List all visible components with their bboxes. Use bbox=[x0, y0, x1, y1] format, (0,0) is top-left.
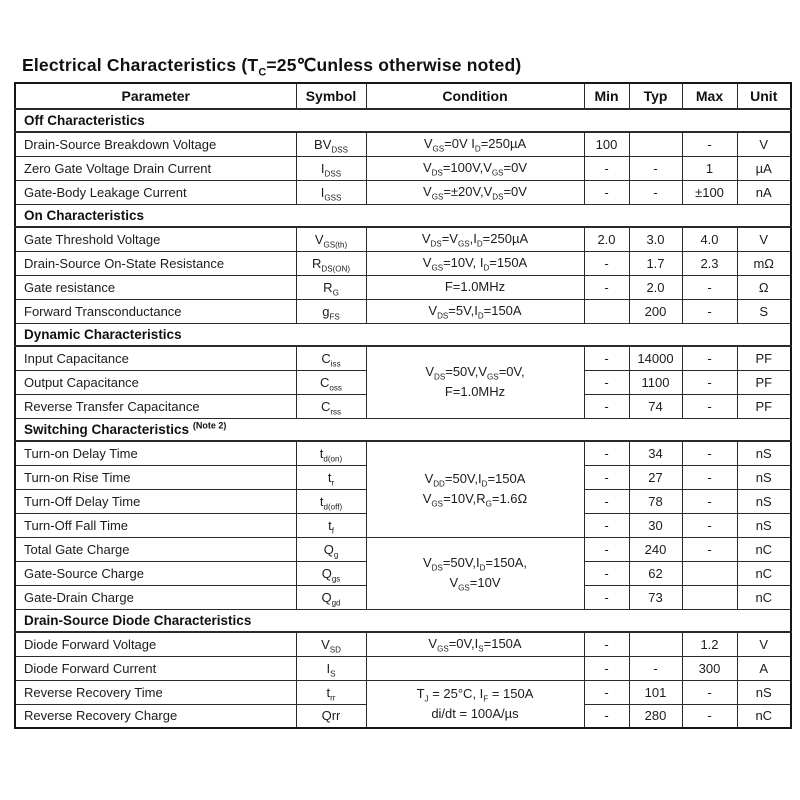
table-row bbox=[15, 680, 791, 704]
max-cell bbox=[682, 561, 737, 585]
typ-cell: 240 bbox=[629, 537, 682, 561]
electrical-characteristics-table bbox=[14, 82, 792, 729]
typ-cell: 1.7 bbox=[629, 251, 682, 275]
table-row bbox=[15, 299, 791, 323]
table-header-row bbox=[15, 83, 791, 109]
unit-cell: nS bbox=[737, 513, 791, 537]
typ-cell: 78 bbox=[629, 489, 682, 513]
column-header-typ: Typ bbox=[629, 83, 682, 109]
symbol-cell: $R_{DS(ON)}$ bbox=[296, 251, 366, 275]
max-cell: - bbox=[682, 299, 737, 323]
min-cell: - bbox=[584, 251, 629, 275]
typ-cell: 34 bbox=[629, 441, 682, 465]
table-row bbox=[15, 656, 791, 680]
parameter-cell: Reverse Transfer Capacitance bbox=[15, 394, 296, 418]
unit-cell: A bbox=[737, 656, 791, 680]
column-header-symbol: Symbol bbox=[296, 83, 366, 109]
min-cell: - bbox=[584, 704, 629, 728]
typ-cell: 3.0 bbox=[629, 227, 682, 251]
min-cell: - bbox=[584, 656, 629, 680]
typ-cell: - bbox=[629, 180, 682, 204]
condition-cell: $V_{DS}=100V,V_{GS}=0V$ bbox=[366, 156, 584, 180]
typ-cell: - bbox=[629, 156, 682, 180]
unit-cell: µA bbox=[737, 156, 791, 180]
table-row bbox=[15, 275, 791, 299]
min-cell: - bbox=[584, 680, 629, 704]
parameter-cell: Gate resistance bbox=[15, 275, 296, 299]
max-cell: - bbox=[682, 489, 737, 513]
max-cell: 4.0 bbox=[682, 227, 737, 251]
column-header-condition: Condition bbox=[366, 83, 584, 109]
max-cell: - bbox=[682, 346, 737, 370]
typ-cell: 30 bbox=[629, 513, 682, 537]
parameter-cell: Gate-Source Charge bbox=[15, 561, 296, 585]
table-row bbox=[15, 227, 791, 251]
max-cell: - bbox=[682, 370, 737, 394]
typ-cell: 200 bbox=[629, 299, 682, 323]
min-cell: - bbox=[584, 632, 629, 656]
symbol-cell: $t_{d(off)}$ bbox=[296, 489, 366, 513]
min-cell: - bbox=[584, 513, 629, 537]
section-header-row bbox=[15, 323, 791, 346]
symbol-cell: Qrr bbox=[296, 704, 366, 728]
min-cell: - bbox=[584, 537, 629, 561]
typ-cell: 280 bbox=[629, 704, 682, 728]
unit-cell: nS bbox=[737, 680, 791, 704]
unit-cell: PF bbox=[737, 370, 791, 394]
min-cell: - bbox=[584, 561, 629, 585]
unit-cell: nA bbox=[737, 180, 791, 204]
unit-cell: nS bbox=[737, 465, 791, 489]
condition-cell: $V_{GS}=\pm 20V,V_{DS}=0V$ bbox=[366, 180, 584, 204]
parameter-cell: Diode Forward Current bbox=[15, 656, 296, 680]
min-cell: 2.0 bbox=[584, 227, 629, 251]
symbol-cell: $C_{rss}$ bbox=[296, 394, 366, 418]
typ-cell: 62 bbox=[629, 561, 682, 585]
typ-cell: 14000 bbox=[629, 346, 682, 370]
symbol-cell: $t_{d(on)}$ bbox=[296, 441, 366, 465]
unit-cell: nC bbox=[737, 537, 791, 561]
parameter-cell: Total Gate Charge bbox=[15, 537, 296, 561]
symbol-cell: $t_r$ bbox=[296, 465, 366, 489]
condition-cell: $V_{GS}=0V,I_S=150A$ bbox=[366, 632, 584, 656]
symbol-cell: $V_{GS(th)}$ bbox=[296, 227, 366, 251]
symbol-cell: $t_f$ bbox=[296, 513, 366, 537]
column-header-parameter: Parameter bbox=[15, 83, 296, 109]
symbol-cell: $Q_{gs}$ bbox=[296, 561, 366, 585]
min-cell: - bbox=[584, 465, 629, 489]
section-title: Off Characteristics bbox=[15, 109, 791, 132]
max-cell: - bbox=[682, 680, 737, 704]
max-cell: - bbox=[682, 465, 737, 489]
parameter-cell: Diode Forward Voltage bbox=[15, 632, 296, 656]
parameter-cell: Reverse Recovery Charge bbox=[15, 704, 296, 728]
max-cell: 1.2 bbox=[682, 632, 737, 656]
section-header-row bbox=[15, 609, 791, 632]
min-cell bbox=[584, 299, 629, 323]
parameter-cell: Forward Transconductance bbox=[15, 299, 296, 323]
typ-cell: 1100 bbox=[629, 370, 682, 394]
min-cell: - bbox=[584, 441, 629, 465]
table-row bbox=[15, 180, 791, 204]
typ-cell: - bbox=[629, 656, 682, 680]
unit-cell: nS bbox=[737, 441, 791, 465]
min-cell: - bbox=[584, 346, 629, 370]
typ-cell: 73 bbox=[629, 585, 682, 609]
max-cell: ±100 bbox=[682, 180, 737, 204]
typ-cell bbox=[629, 132, 682, 156]
column-header-min: Min bbox=[584, 83, 629, 109]
table-row bbox=[15, 537, 791, 561]
condition-cell: $V_{GS}=10V$, $I_D=150A$ bbox=[366, 251, 584, 275]
section-title: On Characteristics bbox=[15, 204, 791, 227]
symbol-cell: $C_{iss}$ bbox=[296, 346, 366, 370]
section-note: (Note 2) bbox=[192, 420, 227, 431]
parameter-cell: Gate-Body Leakage Current bbox=[15, 180, 296, 204]
max-cell: 1 bbox=[682, 156, 737, 180]
unit-cell: nC bbox=[737, 561, 791, 585]
typ-cell: 27 bbox=[629, 465, 682, 489]
section-title: Dynamic Characteristics bbox=[15, 323, 791, 346]
max-cell: - bbox=[682, 132, 737, 156]
max-cell: - bbox=[682, 394, 737, 418]
parameter-cell: Turn-Off Delay Time bbox=[15, 489, 296, 513]
table-row bbox=[15, 632, 791, 656]
parameter-cell: Zero Gate Voltage Drain Current bbox=[15, 156, 296, 180]
table-body bbox=[15, 109, 791, 728]
unit-cell: Ω bbox=[737, 275, 791, 299]
symbol-cell: $g_{FS}$ bbox=[296, 299, 366, 323]
page-title: Electrical Characteristics ($T_C=25℃unless$ otherwise noted) bbox=[22, 55, 522, 79]
symbol-cell: $t_{rr}$ bbox=[296, 680, 366, 704]
parameter-cell: Output Capacitance bbox=[15, 370, 296, 394]
parameter-cell: Drain-Source Breakdown Voltage bbox=[15, 132, 296, 156]
unit-cell: nS bbox=[737, 489, 791, 513]
max-cell: 2.3 bbox=[682, 251, 737, 275]
symbol-cell: $I_{DSS}$ bbox=[296, 156, 366, 180]
table-row bbox=[15, 441, 791, 465]
parameter-cell: Gate-Drain Charge bbox=[15, 585, 296, 609]
symbol-cell: $I_{GSS}$ bbox=[296, 180, 366, 204]
typ-cell: 101 bbox=[629, 680, 682, 704]
min-cell: - bbox=[584, 585, 629, 609]
parameter-cell: Input Capacitance bbox=[15, 346, 296, 370]
symbol-cell: $Q_g$ bbox=[296, 537, 366, 561]
max-cell bbox=[682, 585, 737, 609]
min-cell: 100 bbox=[584, 132, 629, 156]
min-cell: - bbox=[584, 370, 629, 394]
condition-cell: $V_{DS}=50V,V_{GS}=0V$, F=1.0MHz bbox=[366, 346, 584, 418]
condition-cell bbox=[366, 656, 584, 680]
unit-cell: PF bbox=[737, 394, 791, 418]
condition-cell: $V_{DS}=50V,I_D=150A$, $V_{GS}=10V$ bbox=[366, 537, 584, 609]
symbol-cell: $V_{SD}$ bbox=[296, 632, 366, 656]
table-row bbox=[15, 156, 791, 180]
symbol-cell: $BV_{DSS}$ bbox=[296, 132, 366, 156]
condition-cell: $T_J = 25^\circ C$, $I_F = 150A$ di/dt = 100A/µs bbox=[366, 680, 584, 728]
unit-cell: V bbox=[737, 227, 791, 251]
typ-cell: 2.0 bbox=[629, 275, 682, 299]
condition-cell: $V_{DS}=5V,I_D=150A$ bbox=[366, 299, 584, 323]
parameter-cell: Reverse Recovery Time bbox=[15, 680, 296, 704]
typ-cell: 74 bbox=[629, 394, 682, 418]
section-header-row bbox=[15, 204, 791, 227]
condition-cell: $V_{GS}=0V$ $I_D=250\mu A$ bbox=[366, 132, 584, 156]
parameter-cell: Turn-Off Fall Time bbox=[15, 513, 296, 537]
max-cell: - bbox=[682, 537, 737, 561]
max-cell: - bbox=[682, 275, 737, 299]
typ-cell bbox=[629, 632, 682, 656]
parameter-cell: Turn-on Rise Time bbox=[15, 465, 296, 489]
section-title: Switching Characteristics $^{(Note 2)}$ bbox=[15, 418, 791, 441]
symbol-cell: $R_G$ bbox=[296, 275, 366, 299]
symbol-cell: $C_{oss}$ bbox=[296, 370, 366, 394]
table-row bbox=[15, 132, 791, 156]
unit-cell: nC bbox=[737, 585, 791, 609]
min-cell: - bbox=[584, 394, 629, 418]
section-title: Drain-Source Diode Characteristics bbox=[15, 609, 791, 632]
table-row bbox=[15, 251, 791, 275]
unit-cell: S bbox=[737, 299, 791, 323]
parameter-cell: Gate Threshold Voltage bbox=[15, 227, 296, 251]
max-cell: - bbox=[682, 513, 737, 537]
min-cell: - bbox=[584, 275, 629, 299]
parameter-cell: Turn-on Delay Time bbox=[15, 441, 296, 465]
symbol-cell: $Q_{gd}$ bbox=[296, 585, 366, 609]
max-cell: 300 bbox=[682, 656, 737, 680]
symbol-cell: $I_S$ bbox=[296, 656, 366, 680]
section-header-row bbox=[15, 109, 791, 132]
unit-cell: mΩ bbox=[737, 251, 791, 275]
table-row bbox=[15, 346, 791, 370]
parameter-cell: Drain-Source On-State Resistance bbox=[15, 251, 296, 275]
unit-cell: V bbox=[737, 132, 791, 156]
condition-cell: F=1.0MHz bbox=[366, 275, 584, 299]
column-header-unit: Unit bbox=[737, 83, 791, 109]
column-header-max: Max bbox=[682, 83, 737, 109]
condition-cell: $V_{DS}=V_{GS},I_D=250\mu A$ bbox=[366, 227, 584, 251]
min-cell: - bbox=[584, 156, 629, 180]
max-cell: - bbox=[682, 441, 737, 465]
unit-cell: PF bbox=[737, 346, 791, 370]
max-cell: - bbox=[682, 704, 737, 728]
table-header bbox=[15, 83, 791, 109]
min-cell: - bbox=[584, 489, 629, 513]
condition-cell: $V_{DD}=50V,I_D=150A$ $V_{GS}=10V,R_G=1.6\Omega$ bbox=[366, 441, 584, 537]
min-cell: - bbox=[584, 180, 629, 204]
unit-cell: V bbox=[737, 632, 791, 656]
section-header-row bbox=[15, 418, 791, 441]
unit-cell: nC bbox=[737, 704, 791, 728]
